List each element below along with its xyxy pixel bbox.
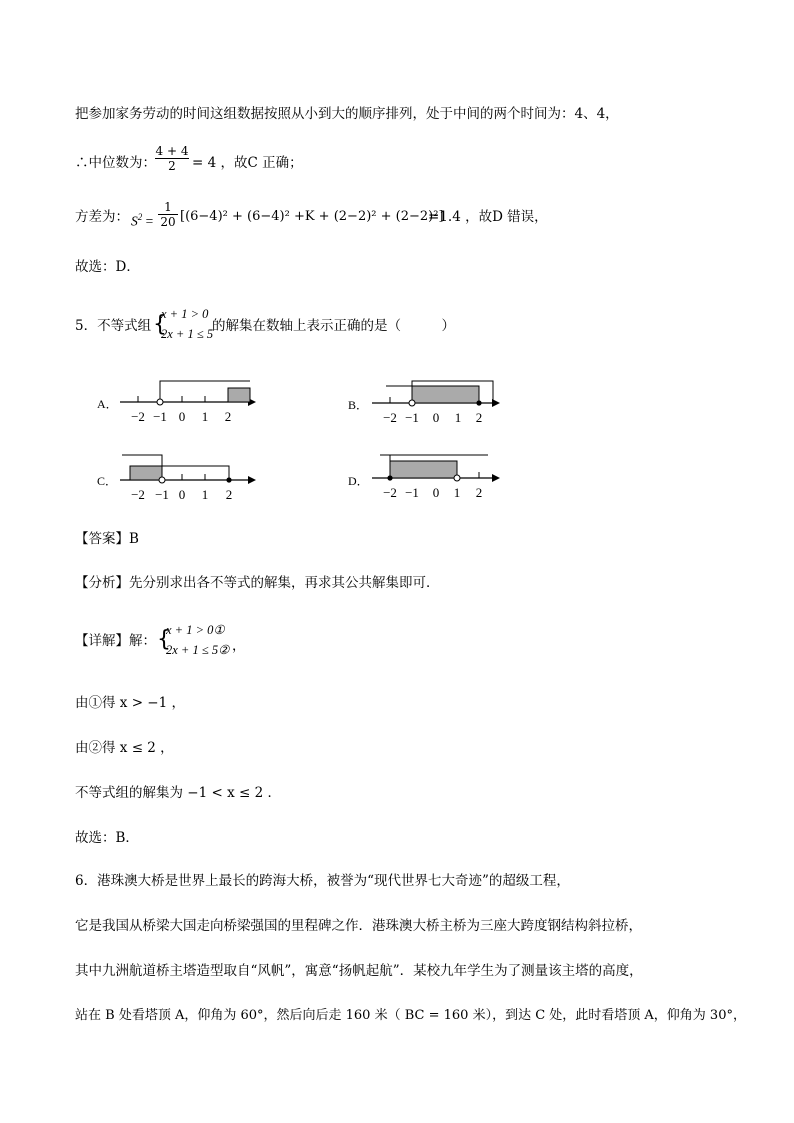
- option-c-tick: 1: [201, 487, 209, 502]
- text-line-middle-values: 把参加家务劳动的时间这组数据按照从小到大的顺序排列，处于中间的两个时间为：4、4，: [75, 106, 619, 122]
- variance-suffix: =1.4 ，故D 错误，: [428, 209, 548, 225]
- q6-line-3: 其中九洲航道桥主塔造型取自“风帆”，寓意“扬帆起航”．某校九年学生为了测量该主塔的高度，: [75, 963, 643, 979]
- option-a-tick: −1: [153, 409, 167, 424]
- q6-line-4: 站在 B 处看塔顶 A，仰角为 60°，然后向后走 160 米（ BC = 160 米），到达 C 处，此时看塔顶 A，仰角为 30°，: [75, 1008, 746, 1023]
- variance-denominator: 20: [160, 215, 176, 229]
- detail-brace: {: [157, 627, 171, 652]
- detail-ineq-1: x + 1 > 0①: [166, 623, 225, 637]
- option-a-tick: 1: [201, 409, 209, 424]
- detail-prefix: 【详解】解：: [75, 633, 156, 649]
- q5-suffix: 的解集在数轴上表示正确的是（ ）: [212, 318, 455, 334]
- option-b-numberline: [372, 381, 500, 407]
- choose-d: 故选：D．: [75, 259, 140, 275]
- option-d-tick: 1: [453, 485, 461, 500]
- q5-ineq-1: x + 1 > 0: [161, 307, 209, 321]
- answer-line: 【答案】B: [75, 531, 139, 547]
- option-d-tick: 0: [432, 485, 440, 500]
- option-a-tick: 0: [178, 409, 186, 424]
- option-c-tick: −1: [155, 487, 169, 502]
- option-b-tick: 2: [475, 410, 483, 425]
- option-c-tick: 0: [178, 487, 186, 502]
- option-d-tick: −2: [383, 485, 397, 500]
- analysis-line: 【分析】先分别求出各不等式的解集，再求其公共解集即可．: [75, 575, 440, 591]
- variance-body: [(6−4)² + (6−4)² +K + (2−2)² + (2−2)²]: [180, 209, 444, 224]
- step-2: 由②得 x ≤ 2 ，: [75, 740, 174, 756]
- option-c-tick: 2: [225, 487, 233, 502]
- detail-ineq-2: 2x + 1 ≤ 5②: [166, 643, 230, 657]
- option-a-tick: 2: [224, 409, 232, 424]
- median-numerator: 4 + 4: [155, 144, 189, 158]
- option-c-tick: −2: [131, 487, 145, 502]
- variance-s: S: [131, 213, 138, 229]
- q5-ineq-2: 2x + 1 ≤ 5: [161, 327, 214, 341]
- option-d-tick: −1: [405, 485, 419, 500]
- option-b-label[interactable]: B．: [348, 398, 369, 412]
- option-d-numberline: [372, 455, 500, 482]
- option-a-numberline: [120, 381, 256, 406]
- median-denominator: 2: [168, 159, 176, 173]
- variance-prefix: 方差为：: [75, 209, 129, 225]
- step-3: 不等式组的解集为 −1 < x ≤ 2 ．: [75, 785, 281, 801]
- q5-brace: {: [153, 312, 167, 337]
- detail-suffix: ，: [232, 638, 246, 654]
- option-b-tick: 0: [432, 410, 440, 425]
- q5-prefix: 5．不等式组: [75, 318, 152, 334]
- option-b-tick: 1: [454, 410, 462, 425]
- option-d-label[interactable]: D．: [348, 474, 369, 488]
- detail-system: [166, 623, 229, 657]
- median-prefix: ∴中位数为：: [75, 155, 156, 171]
- choose-b: 故选：B．: [75, 830, 139, 846]
- option-b-tick: −2: [383, 410, 397, 425]
- step-1: 由①得 x > −1 ，: [75, 695, 185, 711]
- option-b-tick: −1: [405, 410, 419, 425]
- variance-eq: =: [145, 213, 154, 229]
- option-d-tick: 2: [475, 485, 483, 500]
- option-c-label[interactable]: C．: [97, 474, 118, 488]
- option-a-tick: −2: [131, 409, 145, 424]
- option-a-label[interactable]: A．: [97, 397, 118, 411]
- variance-numerator: 1: [158, 200, 178, 215]
- q6-line-2: 它是我国从桥梁大国走向桥梁强国的里程碑之作．港珠澳大桥主桥为三座大跨度钢结构斜拉桥，: [75, 918, 642, 934]
- q6-line-1: 6．港珠澳大桥是世界上最长的跨海大桥，被誉为“现代世界七大奇迹”的超级工程，: [75, 873, 570, 889]
- option-c-numberline: [120, 455, 256, 484]
- median-suffix: = 4 ，故C 正确；: [192, 155, 303, 171]
- variance-sup: 2: [137, 212, 143, 222]
